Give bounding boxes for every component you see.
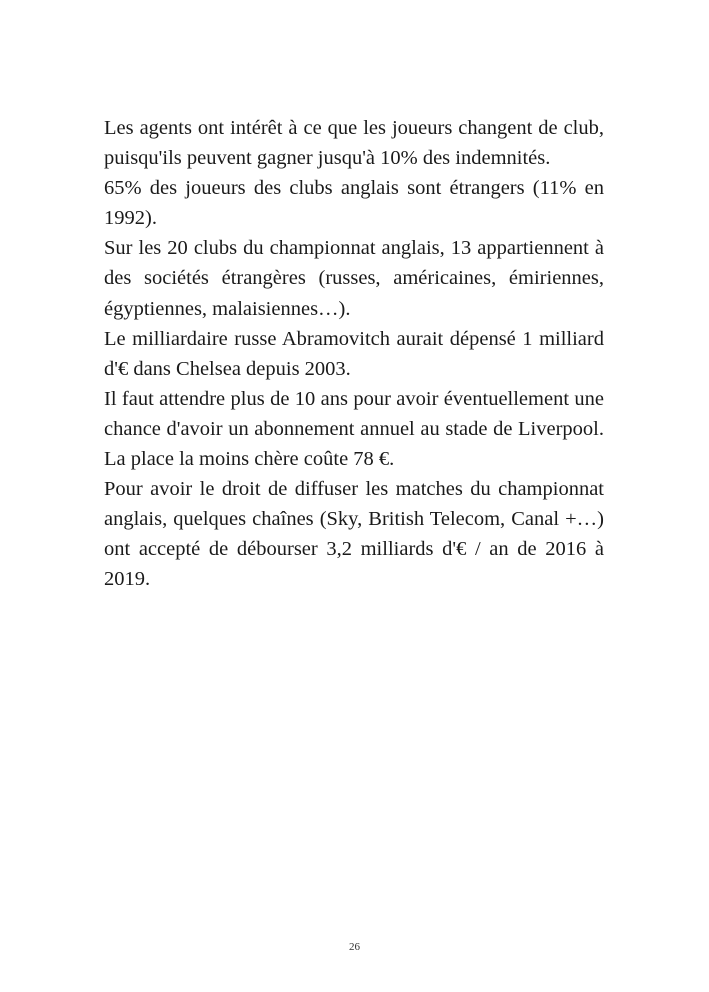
body-text [104,113,604,595]
paragraph-foreign-players: 65% des joueurs des clubs anglais sont étrangers (11% en 1992). [104,177,604,230]
paragraph-agents: Les agents ont intérêt à ce que les joueurs changent de club, puisqu'ils peuvent gagner jusqu'à 10% des indemnités. [104,117,604,170]
paragraph-club-owners: Sur les 20 clubs du championnat anglais, 13 appartiennent à des sociétés étrangères (russes, américaines, émiriennes, égyptiennes, malaisiennes…). [104,237,604,320]
paragraph-liverpool-season-ticket: Il faut attendre plus de 10 ans pour avoir éventuellement une chance d'avoir un abonnement annuel au stade de Liverpool. La place la moins chère coûte 78 €. [104,387,604,471]
paragraph-abramovitch: Le milliardaire russe Abramovitch aurait dépensé 1 milliard d'€ dans Chelsea depuis 2003. [104,327,604,380]
page-number: 26 [349,941,360,953]
paragraph-tv-rights: Pour avoir le droit de diffuser les matches du championnat anglais, quelques chaînes (Sky, British Telecom, Canal +…) ont accepté de débourser 3,2 milliards d'€ / an de 2016 à 2019. [104,478,604,591]
